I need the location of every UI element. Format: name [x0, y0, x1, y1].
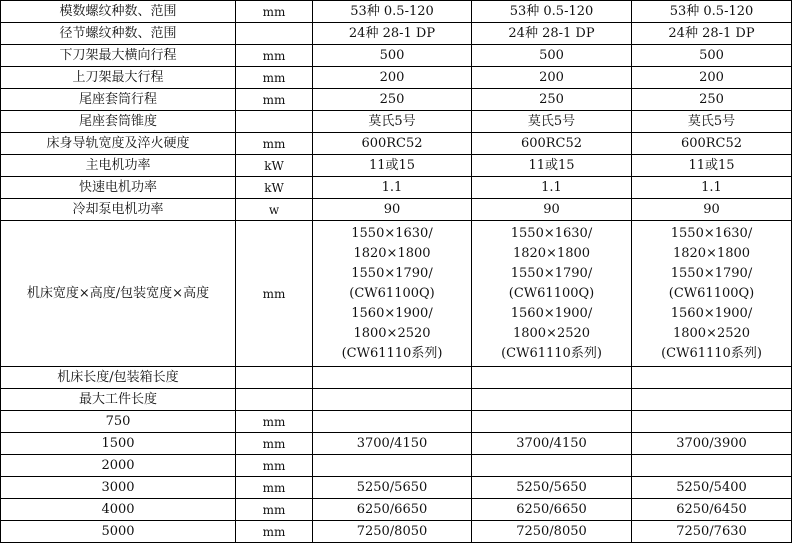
row-value	[313, 389, 472, 411]
row-value: 600RC52	[472, 133, 632, 155]
table-row	[1, 367, 792, 389]
table-row	[1, 67, 792, 89]
row-unit: mm	[236, 133, 313, 155]
row-value: 6250/6650	[313, 499, 472, 521]
dimension-line: 1800×2520	[512, 325, 591, 341]
row-value: 3700/3900	[632, 433, 792, 455]
row-unit	[236, 389, 313, 411]
row-value	[632, 367, 792, 389]
row-value: 53种 0.5-120	[472, 1, 632, 23]
row-label: 尾座套筒锥度	[1, 111, 236, 133]
row-unit: w	[236, 199, 313, 221]
row-value: 5250/5650	[313, 477, 472, 499]
dimension-line: (CW61100Q)	[668, 285, 755, 301]
row-value: 1.1	[313, 177, 472, 199]
row-value: 莫氏5号	[313, 111, 472, 133]
row-value: 11或15	[632, 155, 792, 177]
row-label: 床身导轨宽度及淬火硬度	[1, 133, 236, 155]
dimension-line: 1550×1630/	[510, 225, 593, 241]
row-label: 下刀架最大横向行程	[1, 45, 236, 67]
dimension-line: 1550×1790/	[510, 265, 593, 281]
table-row	[1, 177, 792, 199]
row-unit: kW	[236, 155, 313, 177]
row-value: 3700/4150	[313, 433, 472, 455]
row-value	[632, 411, 792, 433]
row-unit: mm	[236, 45, 313, 67]
row-label: 模数螺纹种数、范围	[1, 1, 236, 23]
row-value: 90	[313, 199, 472, 221]
row-value	[632, 455, 792, 477]
row-value: 24种 28-1 DP	[313, 23, 472, 45]
row-value: 53种 0.5-120	[632, 1, 792, 23]
table-row	[1, 499, 792, 521]
row-value: 11或15	[313, 155, 472, 177]
row-unit: mm	[236, 67, 313, 89]
table-row	[1, 45, 792, 67]
row-value: 500	[632, 45, 792, 67]
row-value: 200	[313, 67, 472, 89]
row-label: 主电机功率	[1, 155, 236, 177]
dimension-line: 1550×1790/	[351, 265, 433, 281]
row-label: 4000	[1, 499, 236, 521]
dimension-line: 1560×1900/	[670, 305, 753, 321]
dimension-cell	[472, 221, 632, 367]
row-unit: mm	[236, 89, 313, 111]
row-value: 7250/7630	[632, 521, 792, 543]
dimension-line: 1550×1790/	[670, 265, 753, 281]
table-row	[1, 155, 792, 177]
row-label: 径节螺纹种数、范围	[1, 23, 236, 45]
row-value	[313, 411, 472, 433]
dimension-line: 1550×1630/	[351, 225, 433, 241]
row-value: 90	[632, 199, 792, 221]
dimension-line: (CW61110系列)	[341, 345, 443, 361]
row-label: 750	[1, 411, 236, 433]
row-value: 莫氏5号	[632, 111, 792, 133]
row-unit: mm	[236, 455, 313, 477]
row-value: 7250/8050	[313, 521, 472, 543]
table-row	[1, 89, 792, 111]
dimension-line: 1560×1900/	[351, 305, 433, 321]
row-label: 5000	[1, 521, 236, 543]
row-unit: mm	[236, 521, 313, 543]
table-row	[1, 433, 792, 455]
dimension-line: (CW61100Q)	[508, 285, 595, 301]
row-value: 11或15	[472, 155, 632, 177]
dimension-line: (CW61110系列)	[501, 345, 602, 361]
dimension-line: (CW61100Q)	[349, 285, 435, 301]
row-value: 1.1	[632, 177, 792, 199]
row-label: 3000	[1, 477, 236, 499]
table-row-dimensions	[1, 221, 792, 367]
row-value: 250	[472, 89, 632, 111]
row-value: 6250/6450	[632, 499, 792, 521]
row-label: 尾座套筒行程	[1, 89, 236, 111]
row-value	[472, 455, 632, 477]
row-unit	[236, 111, 313, 133]
row-label: 快速电机功率	[1, 177, 236, 199]
row-value: 5250/5650	[472, 477, 632, 499]
row-value	[472, 411, 632, 433]
table-row	[1, 477, 792, 499]
row-value: 24种 28-1 DP	[472, 23, 632, 45]
row-unit: mm	[236, 221, 313, 367]
row-value: 24种 28-1 DP	[632, 23, 792, 45]
dimension-line: 1550×1630/	[670, 225, 753, 241]
row-value: 200	[632, 67, 792, 89]
row-value: 7250/8050	[472, 521, 632, 543]
row-value	[632, 389, 792, 411]
table-row	[1, 521, 792, 543]
row-unit: mm	[236, 477, 313, 499]
dimension-line: 1800×2520	[672, 325, 751, 341]
table-row	[1, 23, 792, 45]
row-value: 600RC52	[632, 133, 792, 155]
row-value	[313, 367, 472, 389]
row-value: 1.1	[472, 177, 632, 199]
dimension-line: 1560×1900/	[510, 305, 593, 321]
dimension-line: 1820×1800	[672, 245, 751, 261]
row-label: 机床长度/包装箱长度	[1, 367, 236, 389]
row-value	[472, 389, 632, 411]
dimension-cell	[313, 221, 472, 367]
dimension-cell	[632, 221, 792, 367]
table-row	[1, 133, 792, 155]
row-value: 600RC52	[313, 133, 472, 155]
table-row	[1, 389, 792, 411]
table-row	[1, 199, 792, 221]
row-value	[472, 367, 632, 389]
row-value: 3700/4150	[472, 433, 632, 455]
row-value: 200	[472, 67, 632, 89]
row-unit: kW	[236, 177, 313, 199]
dimension-line: (CW61110系列)	[661, 345, 762, 361]
table-row	[1, 455, 792, 477]
table-row	[1, 411, 792, 433]
row-value	[313, 455, 472, 477]
row-unit	[236, 23, 313, 45]
row-label: 上刀架最大行程	[1, 67, 236, 89]
row-unit: mm	[236, 411, 313, 433]
row-value: 500	[472, 45, 632, 67]
row-value: 53种 0.5-120	[313, 1, 472, 23]
row-label: 1500	[1, 433, 236, 455]
row-value: 250	[632, 89, 792, 111]
table-row	[1, 1, 792, 23]
dimension-line: 1800×2520	[353, 325, 431, 341]
row-unit: mm	[236, 1, 313, 23]
row-unit: mm	[236, 433, 313, 455]
row-value: 500	[313, 45, 472, 67]
row-unit: mm	[236, 499, 313, 521]
row-label: 最大工件长度	[1, 389, 236, 411]
table-row	[1, 111, 792, 133]
row-unit	[236, 367, 313, 389]
dimension-line: 1820×1800	[512, 245, 591, 261]
row-value: 5250/5400	[632, 477, 792, 499]
row-label: 冷却泵电机功率	[1, 199, 236, 221]
row-value: 90	[472, 199, 632, 221]
row-value: 莫氏5号	[472, 111, 632, 133]
row-value: 250	[313, 89, 472, 111]
dimension-line: 1820×1800	[353, 245, 431, 261]
row-label: 机床宽度×高度/包装宽度×高度	[1, 221, 236, 367]
row-label: 2000	[1, 455, 236, 477]
row-value: 6250/6650	[472, 499, 632, 521]
